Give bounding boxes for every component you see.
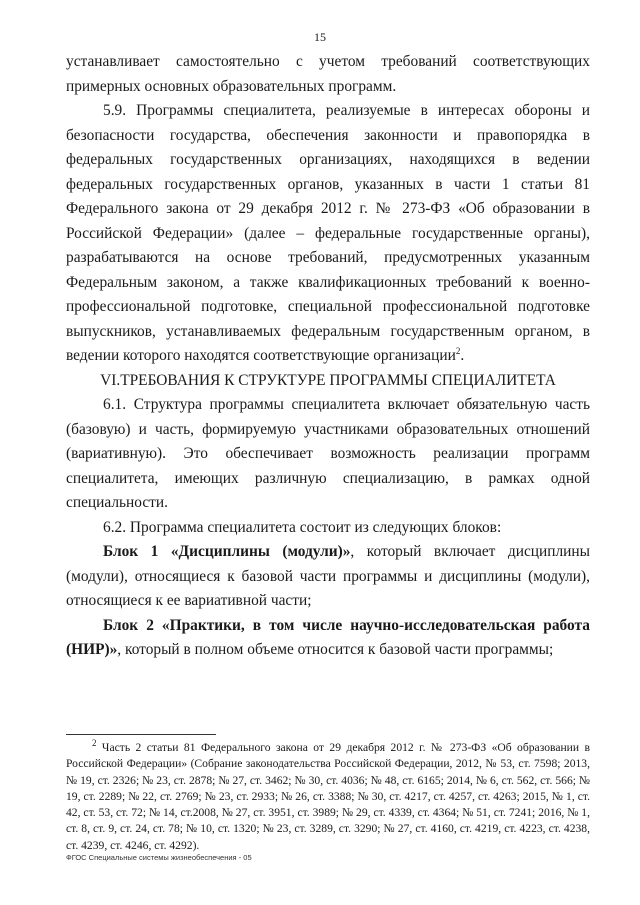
page-footer: ФГОС Специальные системы жизнеобеспечения - 05 [66,853,252,862]
footnote-mark: 2 [92,738,97,749]
paragraph-5-9-end: . [460,347,465,364]
block-1-title: Блок 1 «Дисциплины (модули)» [103,543,351,560]
footnote-separator [66,734,216,735]
block-2-description: , который в полном объеме относится к базовой части программы; [117,641,554,658]
block-2-title: Блок 2 «Практики, в том числе научно-исследовательская работа (НИР)» [66,616,590,658]
footnote [66,740,590,854]
paragraph-block-2 [66,614,590,663]
paragraph-6-2: 6.2. Программа специалитета состоит из следующих блоков: [103,518,502,536]
paragraph-5-9-text: 5.9. Программы специалитета, реализуемые в интересах обороны и безопасности государства, обеспечения законности и правопорядка в федеральных государственных организациях, находящихся в ведении федеральных государственных органов, указанных в части 1 статьи 81 Федерального закона от 29 декабря 2012 г. № 273-ФЗ «Об образовании в Российской Федерации» (далее – федеральные государственные органы), разрабатываются на основе требований, предусмотренных указанным Федеральным законом, а также квалификационных требований к военно-профессиональной подготовке, специальной профессиональной подготовке выпускников, устанавливаемых федеральным государственным органом, в ведении которого находятся соответствующие организации [66,102,590,364]
section-heading: VI.ТРЕБОВАНИЯ К СТРУКТУРЕ ПРОГРАММЫ СПЕЦИАЛИТЕТА [100,371,556,389]
footnote-text [66,740,590,854]
page-number: 15 [314,30,326,44]
paragraph-6-1: 6.1. Структура программы специалитета включает обязательную часть (базовую) и часть, формируемую участниками образовательных отношений (вариативную). Это обеспечивает возможность реализации программ специалитета, имеющих различную специализацию, в рамках одной специальности. [66,396,590,511]
paragraph-5-9 [66,99,590,369]
block-1-description: , который включает дисциплины (модули), относящиеся к базовой части программы и дисциплины (модули), относящиеся к ее вариативной части; [66,543,590,609]
paragraph-block-1 [66,540,590,614]
document-body [66,50,590,663]
paragraph-continuation: устанавливает самостоятельно с учетом требований соответствующих примерных основных образовательных программ. [66,53,590,95]
footnote-reference: 2 [455,345,461,356]
footnote-body: Часть 2 статьи 81 Федерального закона от 29 декабря 2012 г. № 273-ФЗ «Об образовании в Российской Федерации» (Собрание законодательства Российской Федерации, 2012, № 53, ст. 7598; 2013, № 19, ст. 2326; № 23, ст. 2878; № 27, ст. 3462; № 30, ст. 4036; № 48, ст. 6165; 2014, № 6, ст. 562, ст. 566; № 19, ст. 2289; № 22, ст. 2769; № 23, ст. 2933; № 26, ст. 3388; № 30, ст. 4217, ст. 4257, ст. 4263; 2015, № 1, ст. 42, ст. 53, ст. 72; № 14, ст.2008, № 27, ст. 3951, ст. 3989; № 29, ст. 4339, ст. 4364; № 51, ст. 7241; 2016, № 1, ст. 8, ст. 9, ст. 24, ст. 78; № 10, ст. 1320; № 23, ст. 3289, ст. 3290; № 27, ст. 4160, ст. 4219, ст. 4223, ст. 4238, ст. 4239, ст. 4246, ст. 4292). [66,741,590,852]
